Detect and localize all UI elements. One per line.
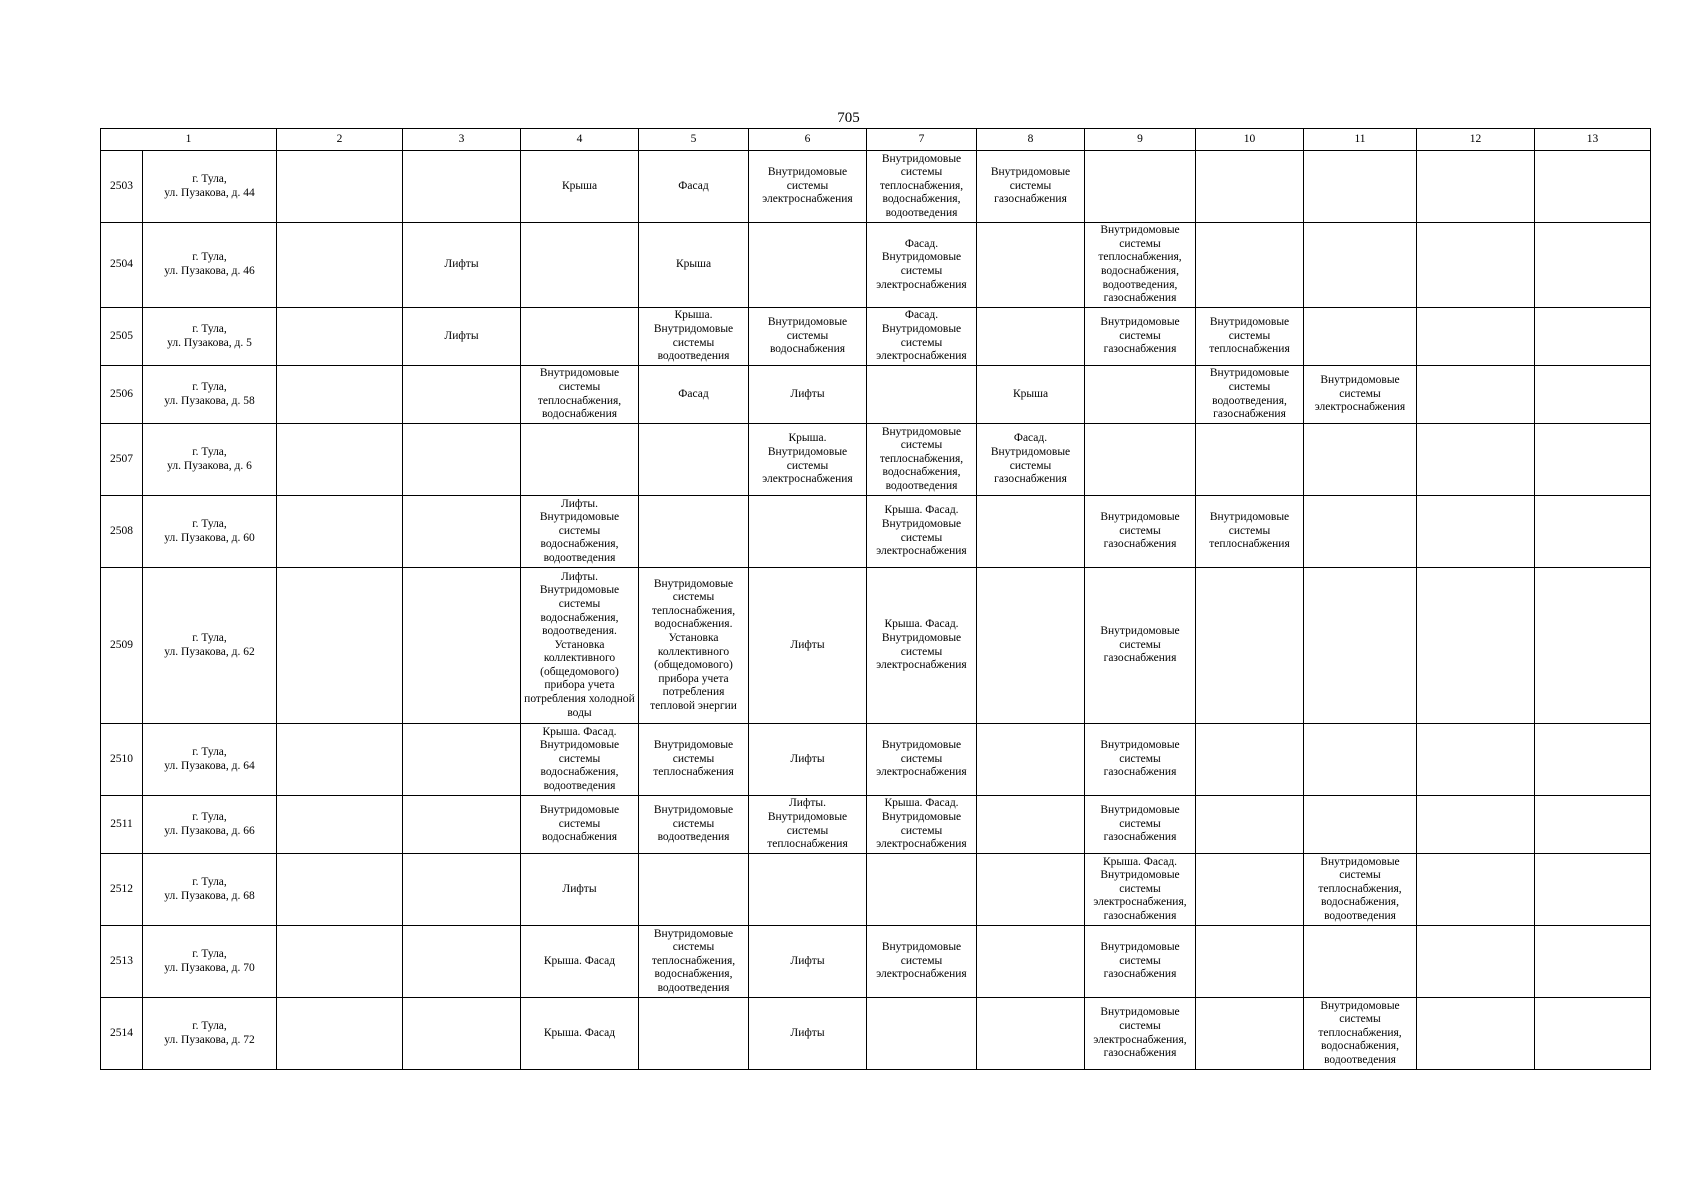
address-line: г. Тула,: [192, 810, 227, 823]
work-cell-col-4: [521, 308, 639, 366]
work-cell-col-2: [277, 724, 403, 796]
work-cell-col-13: [1535, 796, 1651, 854]
address-cell: [143, 223, 277, 308]
address-line: ул. Пузакова, д. 66: [164, 824, 255, 837]
work-cell-col-7: [867, 854, 977, 926]
work-cell-col-3: [403, 568, 521, 724]
work-cell-col-9: [1085, 151, 1196, 223]
work-cell-col-11: [1304, 496, 1417, 568]
column-header-10: 10: [1196, 129, 1304, 151]
work-cell-col-5: Крыша. Внутридомовые системы водоотведения: [639, 308, 749, 366]
work-cell-col-11: [1304, 568, 1417, 724]
table-row: [101, 424, 1651, 496]
table-row: [101, 998, 1651, 1070]
column-header-5: 5: [639, 129, 749, 151]
work-cell-col-11: Внутридомовые системы теплоснабжения, водоснабжения, водоотведения: [1304, 998, 1417, 1070]
address-line: г. Тула,: [192, 517, 227, 530]
column-header-8: 8: [977, 129, 1085, 151]
work-cell-col-2: [277, 223, 403, 308]
work-cell-col-13: [1535, 308, 1651, 366]
work-cell-col-10: Внутридомовые системы теплоснабжения: [1196, 496, 1304, 568]
work-cell-col-5: Внутридомовые системы теплоснабжения: [639, 724, 749, 796]
address-line: г. Тула,: [192, 172, 227, 185]
work-cell-col-12: [1417, 568, 1535, 724]
work-cell-col-5: [639, 854, 749, 926]
work-cell-col-9: Внутридомовые системы газоснабжения: [1085, 496, 1196, 568]
address-cell: [143, 796, 277, 854]
work-cell-col-2: [277, 424, 403, 496]
work-cell-col-6: Крыша. Внутридомовые системы электроснабжения: [749, 424, 867, 496]
work-cell-col-4: Лифты. Внутридомовые системы водоснабжения, водоотведения: [521, 496, 639, 568]
work-cell-col-3: [403, 151, 521, 223]
work-cell-col-11: [1304, 223, 1417, 308]
work-cell-col-4: Крыша. Фасад: [521, 926, 639, 998]
address-line: г. Тула,: [192, 1019, 227, 1032]
row-number: 2509: [101, 568, 143, 724]
row-number: 2505: [101, 308, 143, 366]
work-cell-col-7: Крыша. Фасад. Внутридомовые системы электроснабжения: [867, 496, 977, 568]
work-cell-col-7: Внутридомовые системы теплоснабжения, водоснабжения, водоотведения: [867, 424, 977, 496]
work-cell-col-3: [403, 366, 521, 424]
column-header-6: 6: [749, 129, 867, 151]
work-cell-col-10: [1196, 223, 1304, 308]
work-cell-col-4: Внутридомовые системы водоснабжения: [521, 796, 639, 854]
work-cell-col-13: [1535, 223, 1651, 308]
work-cell-col-13: [1535, 998, 1651, 1070]
work-cell-col-8: [977, 796, 1085, 854]
work-cell-col-3: [403, 998, 521, 1070]
work-cell-col-13: [1535, 926, 1651, 998]
work-cell-col-11: [1304, 796, 1417, 854]
work-cell-col-6: Лифты. Внутридомовые системы теплоснабжения: [749, 796, 867, 854]
column-header-12: 12: [1417, 129, 1535, 151]
address-line: ул. Пузакова, д. 62: [164, 645, 255, 658]
address-line: ул. Пузакова, д. 46: [164, 265, 255, 277]
work-cell-col-13: [1535, 366, 1651, 424]
work-cell-col-10: [1196, 568, 1304, 724]
work-cell-col-12: [1417, 151, 1535, 223]
table-row: [101, 854, 1651, 926]
table-row: [101, 151, 1651, 223]
column-header-2: 2: [277, 129, 403, 151]
work-cell-col-10: Внутридомовые системы водоотведения, газоснабжения: [1196, 366, 1304, 424]
address-line: г. Тула,: [192, 380, 227, 393]
table-row: [101, 308, 1651, 366]
work-cell-col-10: [1196, 151, 1304, 223]
work-cell-col-8: Фасад. Внутридомовые системы газоснабжения: [977, 424, 1085, 496]
work-cell-col-12: [1417, 854, 1535, 926]
work-cell-col-10: [1196, 724, 1304, 796]
work-cell-col-9: Крыша. Фасад. Внутридомовые системы электроснабжения, газоснабжения: [1085, 854, 1196, 926]
work-cell-col-9: Внутридомовые системы газоснабжения: [1085, 724, 1196, 796]
column-header-11: 11: [1304, 129, 1417, 151]
work-cell-col-13: [1535, 568, 1651, 724]
work-cell-col-2: [277, 308, 403, 366]
work-cell-col-5: [639, 424, 749, 496]
address-cell: [143, 496, 277, 568]
address-line: г. Тула,: [192, 251, 227, 264]
work-cell-col-3: Лифты: [403, 223, 521, 308]
address-cell: [143, 926, 277, 998]
work-cell-col-12: [1417, 308, 1535, 366]
address-line: г. Тула,: [192, 947, 227, 960]
work-cell-col-7: [867, 998, 977, 1070]
row-number: 2512: [101, 854, 143, 926]
work-cell-col-3: [403, 926, 521, 998]
work-cell-col-12: [1417, 724, 1535, 796]
work-cell-col-3: [403, 424, 521, 496]
work-cell-col-7: Фасад. Внутридомовые системы электроснабжения: [867, 223, 977, 308]
work-cell-col-3: [403, 796, 521, 854]
address-line: ул. Пузакова, д. 64: [164, 759, 255, 772]
row-number: 2508: [101, 496, 143, 568]
work-cell-col-5: [639, 998, 749, 1070]
work-cell-col-6: Лифты: [749, 998, 867, 1070]
work-cell-col-6: [749, 496, 867, 568]
work-cell-col-13: [1535, 151, 1651, 223]
work-cell-col-5: Фасад: [639, 151, 749, 223]
work-cell-col-6: Лифты: [749, 366, 867, 424]
work-cell-col-7: Фасад. Внутридомовые системы электроснабжения: [867, 308, 977, 366]
work-cell-col-9: Внутридомовые системы электроснабжения, газоснабжения: [1085, 998, 1196, 1070]
row-number: 2507: [101, 424, 143, 496]
address-line: ул. Пузакова, д. 6: [167, 459, 252, 472]
work-cell-col-5: Крыша: [639, 223, 749, 308]
work-cell-col-4: [521, 223, 639, 308]
address-cell: [143, 854, 277, 926]
address-line: г. Тула,: [192, 875, 227, 888]
work-cell-col-5: Внутридомовые системы водоотведения: [639, 796, 749, 854]
table-row: [101, 724, 1651, 796]
work-cell-col-8: [977, 998, 1085, 1070]
work-cell-col-9: [1085, 424, 1196, 496]
work-cell-col-10: [1196, 796, 1304, 854]
work-cell-col-12: [1417, 926, 1535, 998]
address-line: ул. Пузакова, д. 44: [164, 186, 255, 199]
row-number: 2503: [101, 151, 143, 223]
address-cell: [143, 308, 277, 366]
column-header-13: 13: [1535, 129, 1651, 151]
work-cell-col-12: [1417, 796, 1535, 854]
work-cell-col-10: [1196, 854, 1304, 926]
column-header-1: 1: [101, 129, 277, 151]
work-cell-col-6: Внутридомовые системы водоснабжения: [749, 308, 867, 366]
row-number: 2513: [101, 926, 143, 998]
address-line: г. Тула,: [192, 631, 227, 644]
work-cell-col-5: Внутридомовые системы теплоснабжения, водоснабжения. Установка коллективного (общедомового) прибора учета потребления тепловой энергии: [639, 568, 749, 724]
work-cell-col-9: Внутридомовые системы газоснабжения: [1085, 308, 1196, 366]
work-cell-col-4: [521, 424, 639, 496]
column-header-3: 3: [403, 129, 521, 151]
address-cell: [143, 998, 277, 1070]
work-cell-col-10: Внутридомовые системы теплоснабжения: [1196, 308, 1304, 366]
address-line: ул. Пузакова, д. 60: [164, 531, 255, 544]
work-cell-col-7: Внутридомовые системы теплоснабжения, водоснабжения, водоотведения: [867, 151, 977, 223]
work-cell-col-5: Внутридомовые системы теплоснабжения, водоснабжения, водоотведения: [639, 926, 749, 998]
repair-schedule-table: [100, 128, 1651, 1070]
column-header-9: 9: [1085, 129, 1196, 151]
work-cell-col-13: [1535, 496, 1651, 568]
work-cell-col-11: [1304, 724, 1417, 796]
address-cell: [143, 568, 277, 724]
work-cell-col-7: Внутридомовые системы электроснабжения: [867, 926, 977, 998]
work-cell-col-2: [277, 151, 403, 223]
page-number: 705: [837, 110, 860, 126]
work-cell-col-10: [1196, 926, 1304, 998]
work-cell-col-2: [277, 998, 403, 1070]
work-cell-col-13: [1535, 724, 1651, 796]
row-number: 2514: [101, 998, 143, 1070]
address-line: г. Тула,: [192, 322, 227, 335]
work-cell-col-11: [1304, 151, 1417, 223]
address-line: г. Тула,: [192, 445, 227, 458]
work-cell-col-9: [1085, 366, 1196, 424]
work-cell-col-4: Крыша: [521, 151, 639, 223]
table-row: [101, 926, 1651, 998]
table-row: [101, 366, 1651, 424]
work-cell-col-8: [977, 724, 1085, 796]
work-cell-col-4: Лифты: [521, 854, 639, 926]
column-header-7: 7: [867, 129, 977, 151]
work-cell-col-7: Внутридомовые системы электроснабжения: [867, 724, 977, 796]
work-cell-col-10: [1196, 424, 1304, 496]
work-cell-col-11: Внутридомовые системы теплоснабжения, водоснабжения, водоотведения: [1304, 854, 1417, 926]
address-line: г. Тула,: [192, 745, 227, 758]
work-cell-col-2: [277, 926, 403, 998]
table-row: [101, 496, 1651, 568]
work-cell-col-2: [277, 854, 403, 926]
address-line: ул. Пузакова, д. 5: [167, 336, 252, 349]
work-cell-col-3: [403, 496, 521, 568]
work-cell-col-7: Крыша. Фасад. Внутридомовые системы электроснабжения: [867, 796, 977, 854]
table-row: [101, 796, 1651, 854]
work-cell-col-4: Крыша. Фасад. Внутридомовые системы водоснабжения, водоотведения: [521, 724, 639, 796]
work-cell-col-13: [1535, 424, 1651, 496]
table-row: [101, 568, 1651, 724]
work-cell-col-8: [977, 568, 1085, 724]
address-cell: [143, 151, 277, 223]
work-cell-col-10: [1196, 998, 1304, 1070]
work-cell-col-7: [867, 366, 977, 424]
work-cell-col-12: [1417, 424, 1535, 496]
work-cell-col-4: Внутридомовые системы теплоснабжения, водоснабжения: [521, 366, 639, 424]
column-header-4: 4: [521, 129, 639, 151]
work-cell-col-8: [977, 496, 1085, 568]
work-cell-col-13: [1535, 854, 1651, 926]
work-cell-col-4: Лифты. Внутридомовые системы водоснабжения, водоотведения. Установка коллективного (общедомового) прибора учета потребления холодной воды: [521, 568, 639, 724]
work-cell-col-11: [1304, 926, 1417, 998]
address-cell: [143, 424, 277, 496]
work-cell-col-6: [749, 854, 867, 926]
work-cell-col-4: Крыша. Фасад: [521, 998, 639, 1070]
work-cell-col-8: [977, 854, 1085, 926]
work-cell-col-8: Крыша: [977, 366, 1085, 424]
address-line: ул. Пузакова, д. 72: [164, 1033, 255, 1046]
work-cell-col-6: Внутридомовые системы электроснабжения: [749, 151, 867, 223]
work-cell-col-3: [403, 854, 521, 926]
work-cell-col-11: [1304, 424, 1417, 496]
work-cell-col-6: [749, 223, 867, 308]
address-line: ул. Пузакова, д. 70: [164, 961, 255, 974]
work-cell-col-9: Внутридомовые системы газоснабжения: [1085, 568, 1196, 724]
work-cell-col-5: [639, 496, 749, 568]
work-cell-col-9: Внутридомовые системы газоснабжения: [1085, 796, 1196, 854]
work-cell-col-8: [977, 223, 1085, 308]
work-cell-col-12: [1417, 998, 1535, 1070]
work-cell-col-12: [1417, 366, 1535, 424]
row-number: 2510: [101, 724, 143, 796]
column-header-row: [101, 129, 1651, 151]
work-cell-col-12: [1417, 223, 1535, 308]
address-cell: [143, 366, 277, 424]
work-cell-col-6: Лифты: [749, 724, 867, 796]
work-cell-col-8: Внутридомовые системы газоснабжения: [977, 151, 1085, 223]
address-line: ул. Пузакова, д. 58: [164, 394, 255, 407]
row-number: 2504: [101, 223, 143, 308]
work-cell-col-3: Лифты: [403, 308, 521, 366]
work-cell-col-2: [277, 366, 403, 424]
work-cell-col-6: Лифты: [749, 568, 867, 724]
work-cell-col-2: [277, 568, 403, 724]
row-number: 2511: [101, 796, 143, 854]
work-cell-col-2: [277, 496, 403, 568]
work-cell-col-8: [977, 308, 1085, 366]
row-number: 2506: [101, 366, 143, 424]
work-cell-col-8: [977, 926, 1085, 998]
work-cell-col-9: Внутридомовые системы теплоснабжения, водоснабжения, водоотведения, газоснабжения: [1085, 223, 1196, 308]
work-cell-col-9: Внутридомовые системы газоснабжения: [1085, 926, 1196, 998]
work-cell-col-3: [403, 724, 521, 796]
work-cell-col-2: [277, 796, 403, 854]
address-line: ул. Пузакова, д. 68: [164, 889, 255, 902]
address-cell: [143, 724, 277, 796]
work-cell-col-5: Фасад: [639, 366, 749, 424]
work-cell-col-7: Крыша. Фасад. Внутридомовые системы электроснабжения: [867, 568, 977, 724]
work-cell-col-6: Лифты: [749, 926, 867, 998]
table-row: [101, 223, 1651, 308]
work-cell-col-11: Внутридомовые системы электроснабжения: [1304, 366, 1417, 424]
work-cell-col-11: [1304, 308, 1417, 366]
work-cell-col-12: [1417, 496, 1535, 568]
